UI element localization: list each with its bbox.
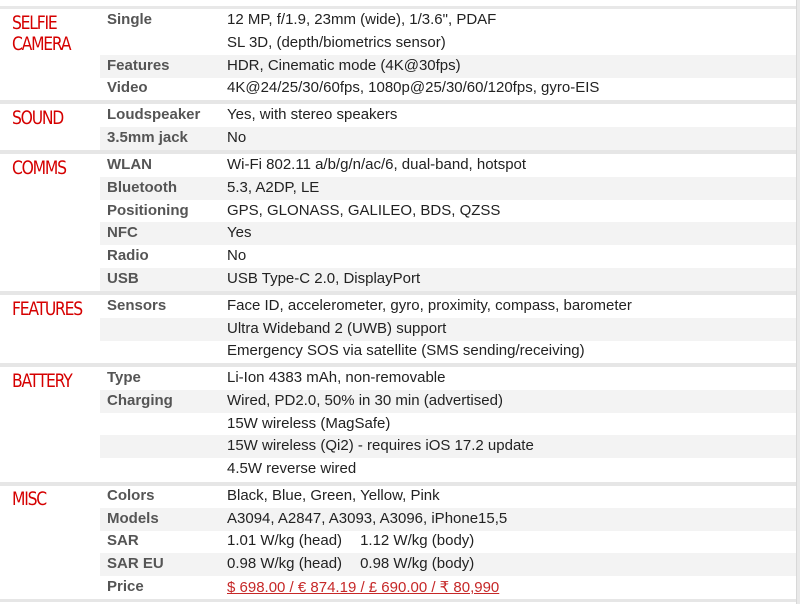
spec-label-video: Video xyxy=(107,79,148,96)
section-comms xyxy=(0,154,796,295)
spec-label-charging: Charging xyxy=(107,392,173,409)
spec-row-jack xyxy=(100,127,796,150)
spec-value-sar-eu xyxy=(227,555,474,572)
section-sound xyxy=(0,104,796,154)
spec-value-video: 4K@24/25/30/60fps, 1080p@25/30/60/120fps, gyro-EIS xyxy=(227,79,600,96)
section-features xyxy=(0,295,796,367)
spec-value-features: HDR, Cinematic mode (4K@30fps) xyxy=(227,57,461,74)
section-title-comms: COMMS xyxy=(12,157,66,179)
spec-label-sar-eu: SAR EU xyxy=(107,555,164,572)
spec-value-sar xyxy=(227,532,474,549)
sar-head-value: 1.01 W/kg (head) xyxy=(227,532,343,549)
spec-value-wlan: Wi-Fi 802.11 a/b/g/n/ac/6, dual-band, hotspot xyxy=(227,156,527,173)
spec-label-type: Type xyxy=(107,369,141,386)
spec-label-sensors: Sensors xyxy=(107,297,167,314)
spec-label-features: Features xyxy=(107,57,170,74)
spec-label-usb: USB xyxy=(107,270,139,287)
spec-label-radio: Radio xyxy=(107,247,149,264)
spec-value-charging: Wired, PD2.0, 50% in 30 min (advertised) xyxy=(227,392,503,409)
spec-label-loudspeaker: Loudspeaker xyxy=(107,106,201,123)
spec-row-single xyxy=(100,9,796,32)
section-title-sound: SOUND xyxy=(12,107,64,129)
spec-label-sar: SAR xyxy=(107,532,139,549)
spec-value-charging-2: 15W wireless (MagSafe) xyxy=(227,415,391,432)
spec-row-features xyxy=(100,55,796,78)
section-battery xyxy=(0,367,796,486)
spec-label-price: Price xyxy=(107,578,144,595)
section-title-misc: MISC xyxy=(12,488,46,510)
spec-row-sensors-3 xyxy=(100,340,796,363)
spec-value-type: Li-Ion 4383 mAh, non-removable xyxy=(227,369,446,386)
spec-label-bluetooth: Bluetooth xyxy=(107,179,177,196)
spec-row-colors xyxy=(100,485,796,508)
sar-eu-head-value: 0.98 W/kg (head) xyxy=(227,555,343,572)
spec-value-single-2: SL 3D, (depth/biometrics sensor) xyxy=(227,34,446,51)
spec-value-radio: No xyxy=(227,247,247,264)
spec-value-sensors-2: Ultra Wideband 2 (UWB) support xyxy=(227,320,447,337)
spec-value-positioning: GPS, GLONASS, GALILEO, BDS, QZSS xyxy=(227,202,501,219)
spec-value-single: 12 MP, f/1.9, 23mm (wide), 1/3.6", PDAF xyxy=(227,11,497,28)
spec-label-single: Single xyxy=(107,11,153,28)
spec-value-nfc: Yes xyxy=(227,224,252,241)
spec-row-charging-2 xyxy=(100,413,796,436)
price-link[interactable]: $ 698.00 / € 874.19 / £ 690.00 / ₹ 80,990 xyxy=(227,579,500,596)
spec-value-charging-4: 4.5W reverse wired xyxy=(227,460,357,477)
spec-label-colors: Colors xyxy=(107,487,155,504)
spec-value-bluetooth: 5.3, A2DP, LE xyxy=(227,179,320,196)
spec-row-wlan xyxy=(100,154,796,177)
spec-value-usb: USB Type-C 2.0, DisplayPort xyxy=(227,270,421,287)
section-misc xyxy=(0,485,796,602)
spec-value-loudspeaker: Yes, with stereo speakers xyxy=(227,106,398,123)
spec-row-charging xyxy=(100,390,796,413)
section-divider xyxy=(0,0,796,9)
spec-value-jack: No xyxy=(227,129,247,146)
spec-row-models xyxy=(100,508,796,531)
section-selfie-camera xyxy=(0,9,796,104)
spec-value-charging-3: 15W wireless (Qi2) - requires iOS 17.2 update xyxy=(227,437,534,454)
spec-row-nfc xyxy=(100,222,796,245)
spec-label-models: Models xyxy=(107,510,159,527)
spec-label-positioning: Positioning xyxy=(107,202,189,219)
spec-row-sar xyxy=(100,530,796,553)
spec-row-sar-eu xyxy=(100,553,796,576)
spec-label-wlan: WLAN xyxy=(107,156,152,173)
spec-row-usb xyxy=(100,268,796,291)
spec-row-charging-3 xyxy=(100,435,796,458)
spec-value-sensors-3: Emergency SOS via satellite (SMS sending/receiving) xyxy=(227,342,585,359)
section-title-features: FEATURES xyxy=(12,298,82,320)
section-title-battery: BATTERY xyxy=(12,370,72,392)
spec-row-type xyxy=(100,367,796,390)
spec-value-colors: Black, Blue, Green, Yellow, Pink xyxy=(227,487,440,504)
sar-eu-body-value: 0.98 W/kg (body) xyxy=(360,555,475,572)
section-title-selfie-camera: SELFIE CAMERA xyxy=(12,12,71,55)
spec-row-single-2 xyxy=(100,32,796,55)
spec-row-price xyxy=(100,576,796,599)
spec-value-models: A3094, A2847, A3093, A3096, iPhone15,5 xyxy=(227,510,508,527)
spec-row-sensors-2 xyxy=(100,318,796,341)
spec-row-charging-4 xyxy=(100,458,796,481)
spec-row-sensors xyxy=(100,295,796,318)
spec-row-video xyxy=(100,77,796,100)
spec-row-radio xyxy=(100,245,796,268)
sar-body-value: 1.12 W/kg (body) xyxy=(360,532,475,549)
spec-label-jack: 3.5mm jack xyxy=(107,129,188,146)
spec-value-sensors: Face ID, accelerometer, gyro, proximity, compass, barometer xyxy=(227,297,632,314)
spec-row-loudspeaker xyxy=(100,104,796,127)
spec-label-nfc: NFC xyxy=(107,224,138,241)
spec-row-bluetooth xyxy=(100,177,796,200)
spec-row-positioning xyxy=(100,200,796,223)
